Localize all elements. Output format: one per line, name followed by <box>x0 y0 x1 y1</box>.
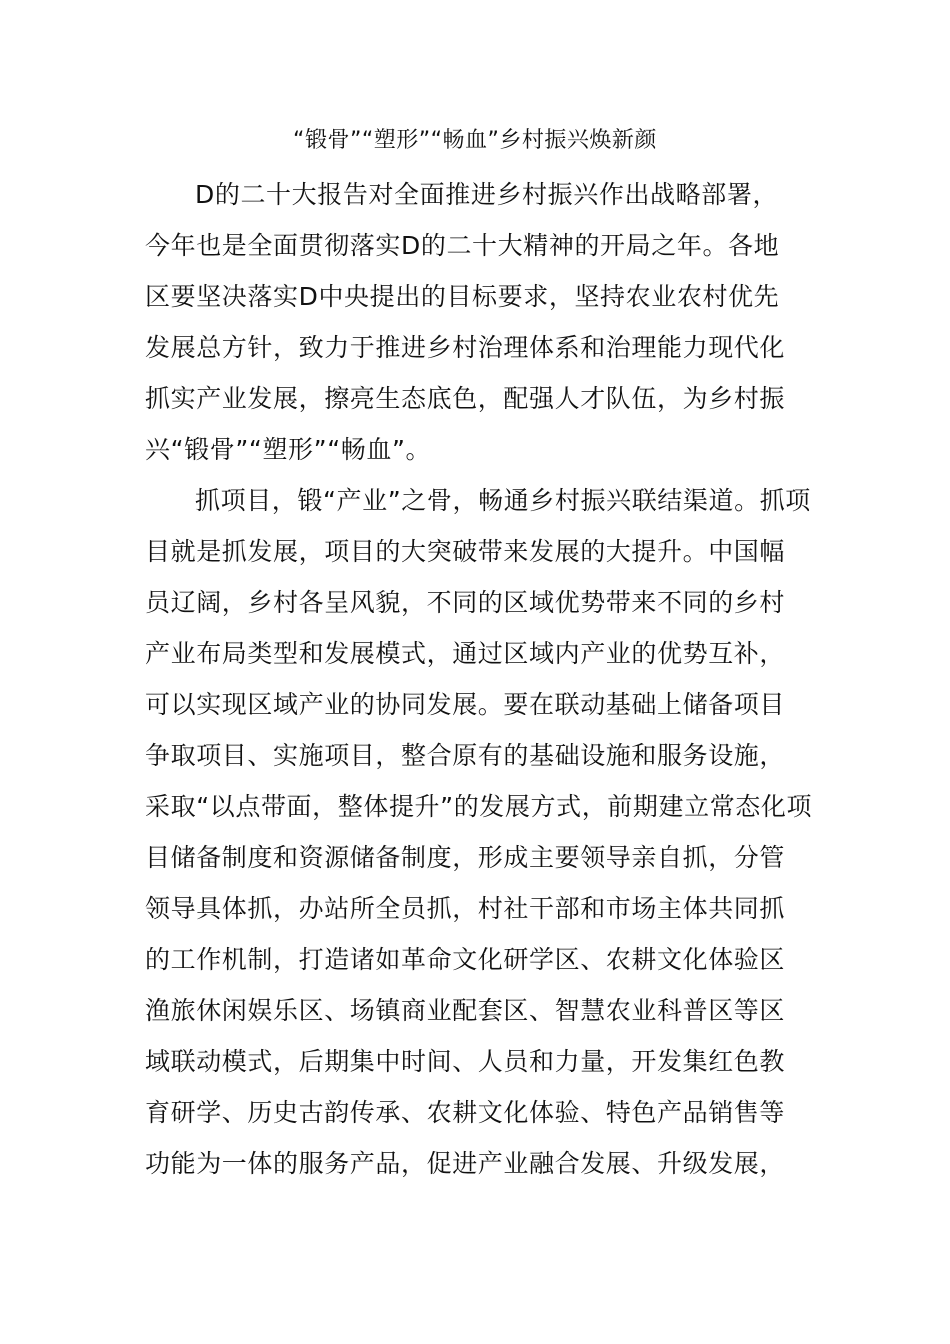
paragraph-2-line-8: 目储备制度和资源储备制度，形成主要领导亲自抓，分管 <box>145 843 786 872</box>
paragraph-1-line-5: 抓实产业发展，擦亮生态底色，配强人才队伍，为乡村振 <box>145 384 786 413</box>
paragraph-2-line-4: 产业布局类型和发展模式，通过区域内产业的优势互补， <box>145 639 786 668</box>
paragraph-2-line-1: 抓项目，锻“产业”之骨，畅通乡村振兴联结渠道。抓项 <box>195 486 811 515</box>
paragraph-1-line-4: 发展总方针，致力于推进乡村治理体系和治理能力现代化 <box>145 333 786 362</box>
paragraph-2-line-10: 的工作机制，打造诸如革命文化研学区、农耕文化体验区 <box>145 945 786 974</box>
paragraph-2-line-7: 采取“以点带面，整体提升”的发展方式，前期建立常态化项 <box>145 792 813 821</box>
paragraph-2-line-6: 争取项目、实施项目，整合原有的基础设施和服务设施， <box>145 741 786 770</box>
paragraph-2-line-13: 育研学、历史古韵传承、农耕文化体验、特色产品销售等 <box>145 1098 786 1127</box>
paragraph-1-line-1: D的二十大报告对全面推进乡村振兴作出战略部署， <box>195 180 779 209</box>
paragraph-2-line-11: 渔旅休闲娱乐区、场镇商业配套区、智慧农业科普区等区 <box>145 996 786 1025</box>
paragraph-1-line-2: 今年也是全面贯彻落实D的二十大精神的开局之年。各地 <box>145 231 780 260</box>
paragraph-1-line-6: 兴“锻骨”“塑形”“畅血”。 <box>145 435 432 464</box>
paragraph-1-line-3: 区要坚决落实D中央提出的目标要求，坚持农业农村优先 <box>145 282 780 311</box>
paragraph-2-line-5: 可以实现区域产业的协同发展。要在联动基础上储备项目 <box>145 690 786 719</box>
paragraph-2-line-14: 功能为一体的服务产品，促进产业融合发展、升级发展， <box>145 1149 786 1178</box>
paragraph-2-line-9: 领导具体抓，办站所全员抓，村社干部和市场主体共同抓 <box>145 894 786 923</box>
paragraph-2-line-3: 员辽阔，乡村各呈风貌，不同的区域优势带来不同的乡村 <box>145 588 786 617</box>
paragraph-2-line-12: 域联动模式，后期集中时间、人员和力量，开发集红色教 <box>145 1047 786 1076</box>
document-title: “锻骨”“塑形”“畅血”乡村振兴焕新颜 <box>293 128 657 153</box>
paragraph-2-line-2: 目就是抓发展，项目的大突破带来发展的大提升。中国幅 <box>145 537 786 566</box>
